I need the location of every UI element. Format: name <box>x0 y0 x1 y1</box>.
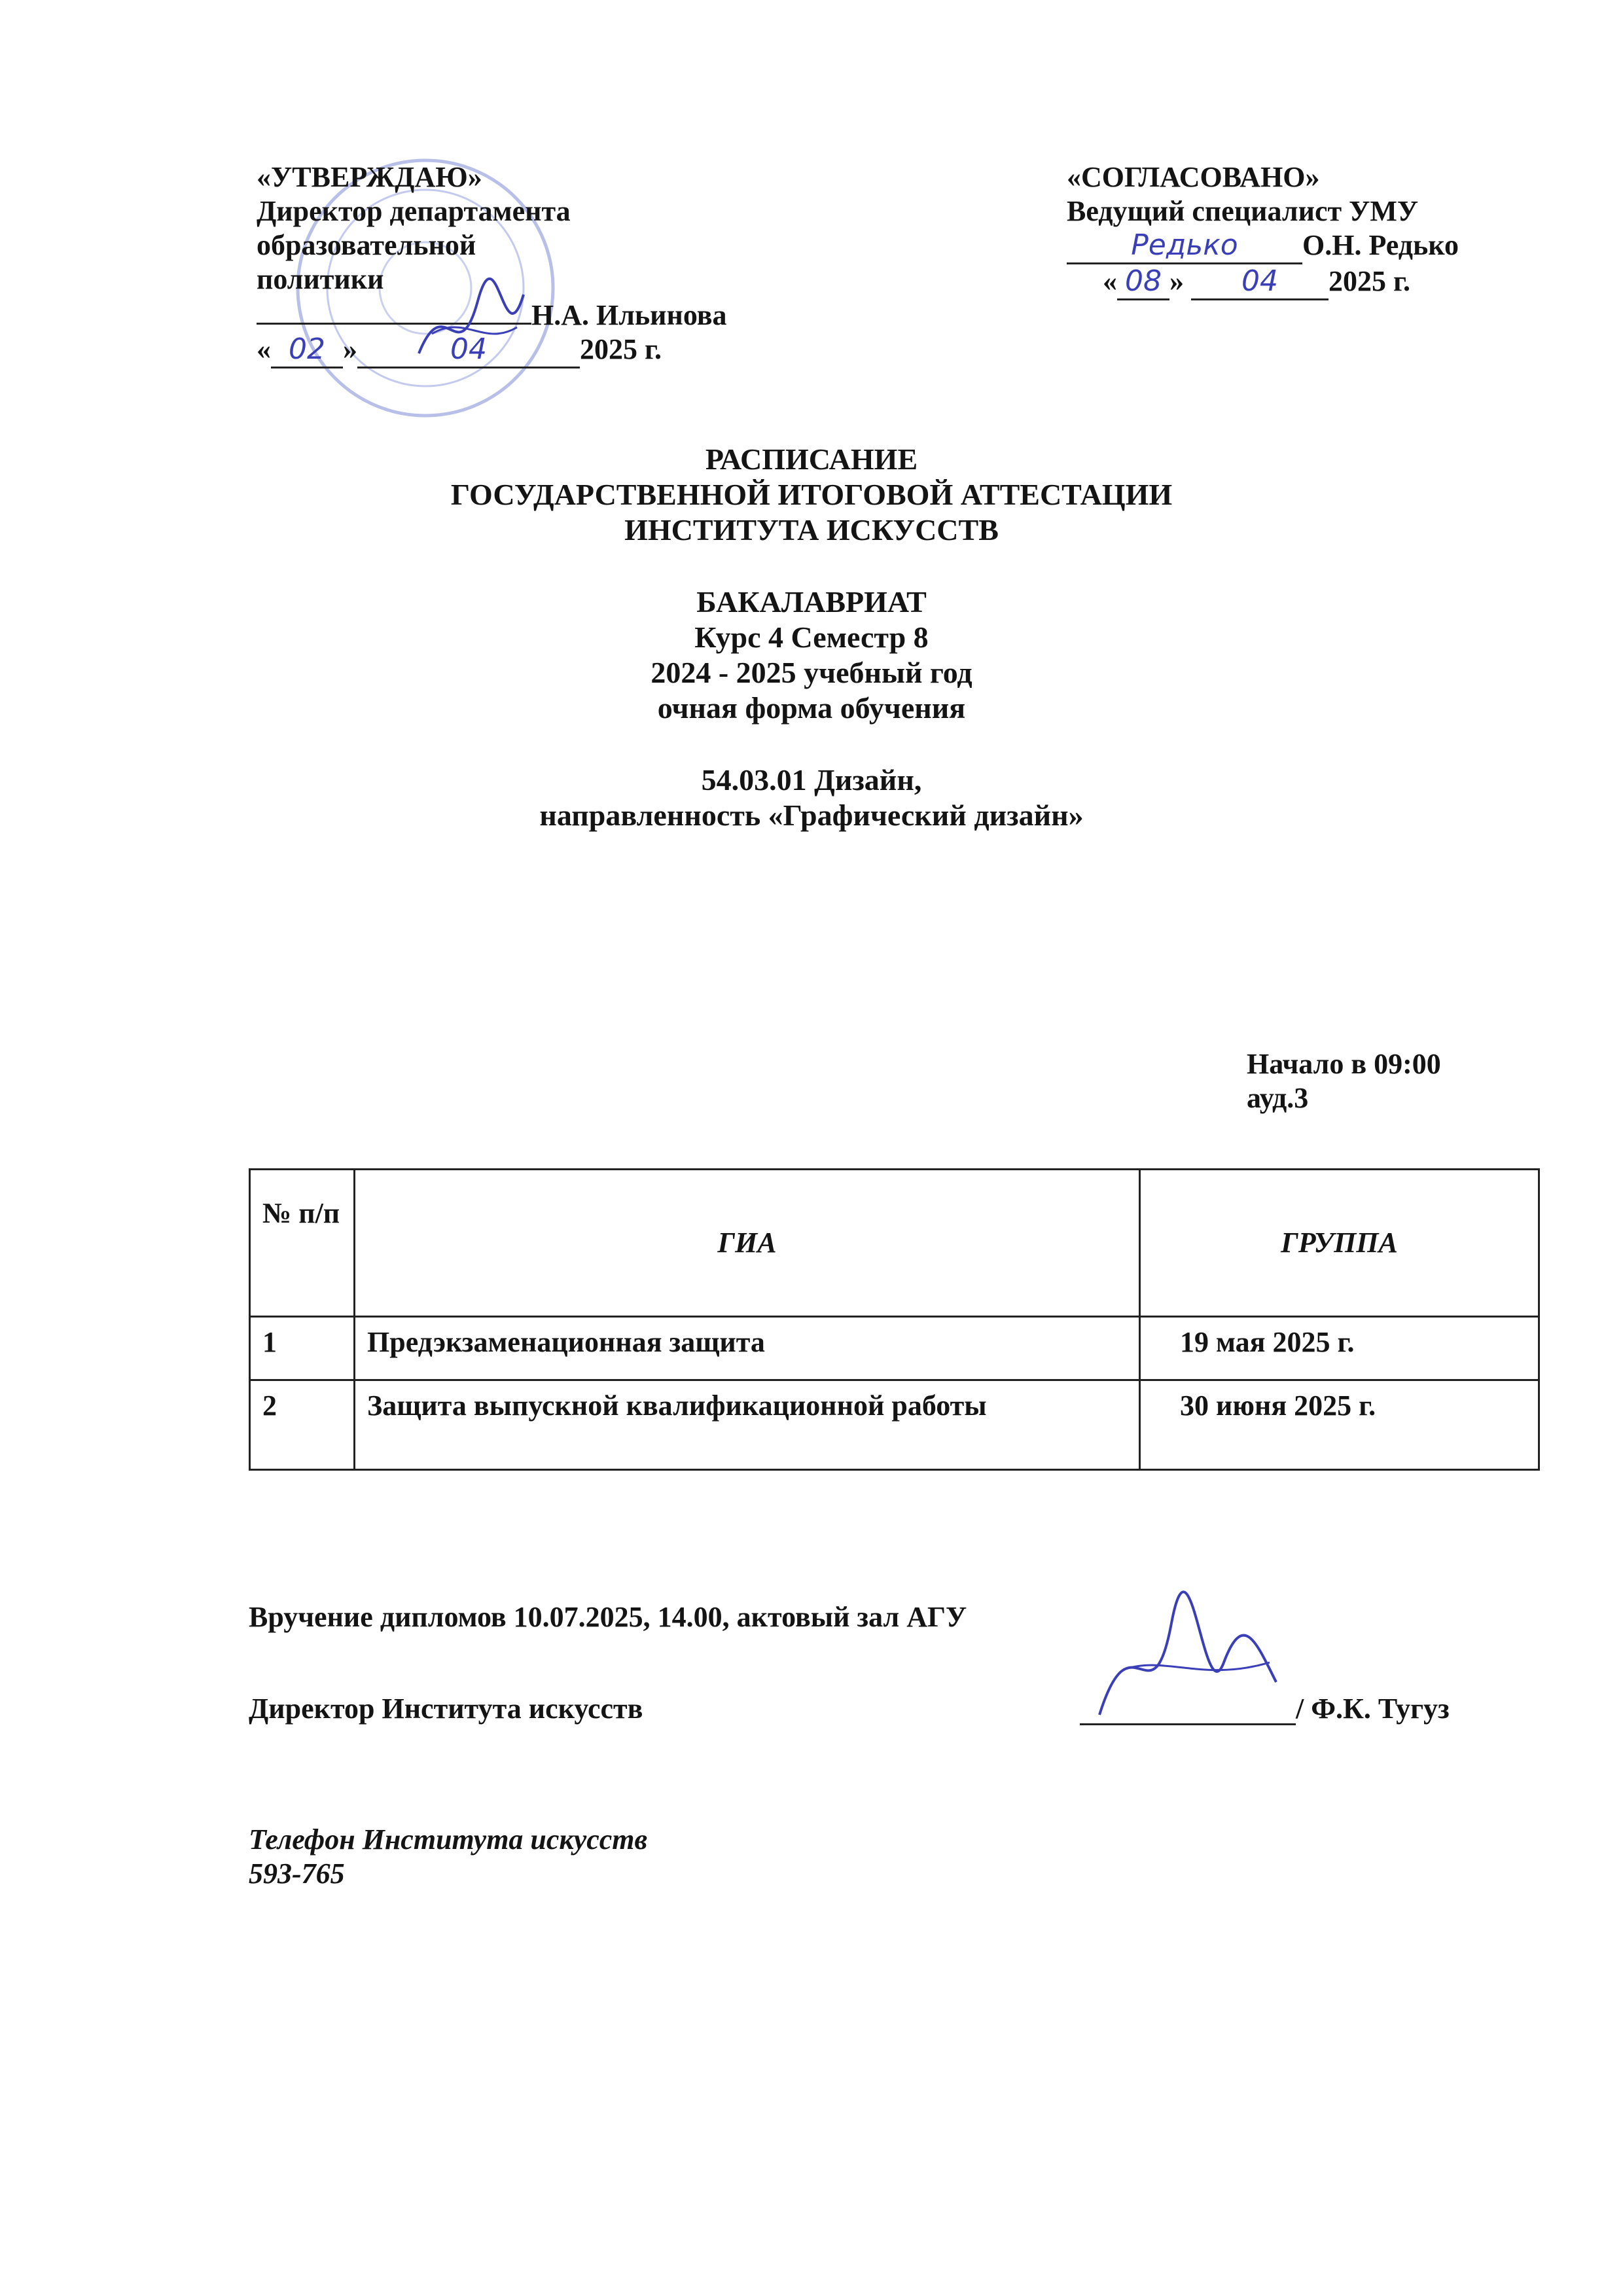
row-1-num: 1 <box>250 1317 355 1380</box>
approve-line-2: образовательной <box>257 229 476 261</box>
agree-heading: «СОГЛАСОВАНО» <box>1067 161 1320 193</box>
course-semester: Курс 4 Семестр 8 <box>694 620 929 654</box>
row-2-group: 30 июня 2025 г. <box>1140 1380 1539 1470</box>
approve-date-close: » <box>343 333 357 365</box>
approve-name: Н.А. Ильинова <box>531 299 727 331</box>
approve-heading: «УТВЕРЖДАЮ» <box>257 161 482 193</box>
phone-block <box>249 1823 647 1891</box>
agree-signature: Редько <box>1067 228 1302 264</box>
agree-signature-row <box>1067 228 1525 264</box>
title-block <box>0 442 1623 833</box>
agree-date-row <box>1067 264 1525 300</box>
diploma-award: Вручение дипломов 10.07.2025, 14.00, актовый зал АГУ <box>249 1601 967 1633</box>
start-time: Начало в 09:00 <box>1247 1048 1441 1080</box>
title-line-3: ИНСТИТУТА ИСКУССТВ <box>624 513 999 547</box>
approve-signature-icon <box>406 275 537 380</box>
row-2-num: 2 <box>250 1380 355 1470</box>
row-1-gia: Предэкзаменационная защита <box>355 1317 1140 1380</box>
director-signature-icon <box>1073 1584 1289 1734</box>
study-form: очная форма обучения <box>657 691 966 725</box>
title-line-2: ГОСУДАРСТВЕННОЙ ИТОГОВОЙ АТТЕСТАЦИИ <box>450 478 1173 511</box>
education-level: БАКАЛАВРИАТ <box>696 585 927 619</box>
header-group: ГРУППА <box>1140 1170 1539 1317</box>
agree-date-month: 04 <box>1191 264 1329 300</box>
phone-label: Телефон Института искусств <box>249 1823 648 1856</box>
agree-date-close: » <box>1169 265 1184 297</box>
agree-date-open: « <box>1103 265 1117 297</box>
table-row <box>250 1380 1539 1470</box>
phone-number: 593-765 <box>249 1857 345 1890</box>
header-num: № п/п <box>250 1170 355 1317</box>
agree-position: Ведущий специалист УМУ <box>1067 195 1419 227</box>
table-header-row <box>250 1170 1539 1317</box>
start-room: ауд.3 <box>1247 1082 1309 1114</box>
row-1-group: 19 мая 2025 г. <box>1140 1317 1539 1380</box>
approve-line-1: Директор департамента <box>257 195 571 227</box>
agree-date-year: 2025 г. <box>1329 265 1411 297</box>
header-gia: ГИА <box>355 1170 1140 1317</box>
agree-date-day: 08 <box>1117 264 1169 300</box>
approve-date-day: 02 <box>271 332 343 368</box>
program-code: 54.03.01 Дизайн, <box>701 763 922 797</box>
approve-line-3: политики <box>257 263 384 295</box>
program-profile: направленность «Графический дизайн» <box>539 798 1084 832</box>
director-title: Директор Института искусств <box>249 1693 643 1725</box>
director-name: / Ф.К. Тугуз <box>1296 1693 1450 1725</box>
approve-date-month: 04 <box>357 332 580 368</box>
academic-year: 2024 - 2025 учебный год <box>651 656 972 689</box>
approve-date-year: 2025 г. <box>580 333 662 365</box>
table-row <box>250 1317 1539 1380</box>
approve-date-open: « <box>257 333 271 365</box>
row-2-gia: Защита выпускной квалификационной работы <box>355 1380 1140 1470</box>
gia-table <box>249 1168 1540 1471</box>
start-block <box>1247 1047 1574 1115</box>
title-line-1: РАСПИСАНИЕ <box>705 442 918 476</box>
agree-block <box>1067 160 1525 300</box>
agree-name: О.Н. Редько <box>1302 229 1459 261</box>
